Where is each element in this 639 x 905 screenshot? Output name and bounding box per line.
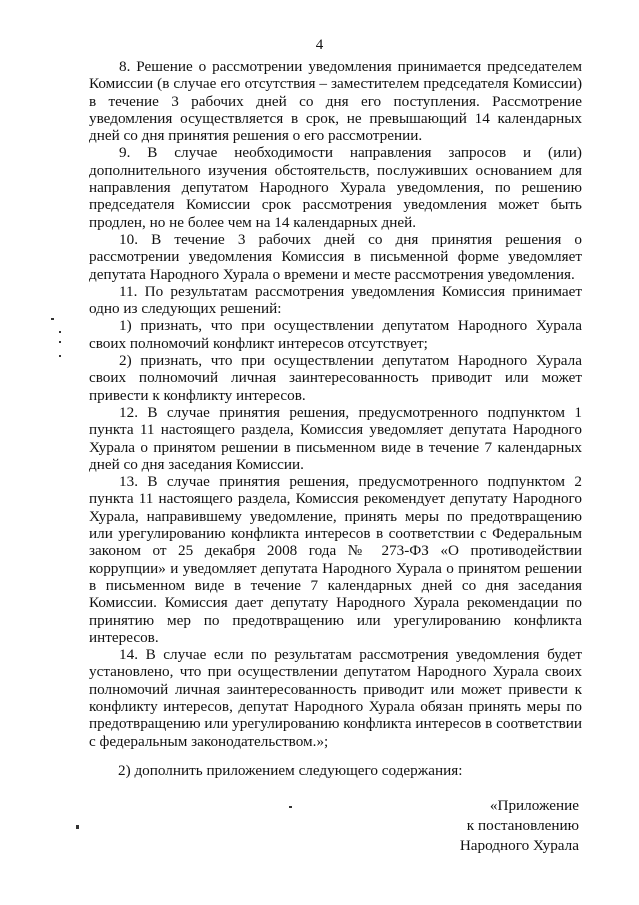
appendix-line-2: к постановлению <box>466 817 579 834</box>
paragraph-11-item-2: 2) признать, что при осуществлении депутатом Народного Хурала своих полномочий личная заинтересованность приводит или может привести к конфликту интересов. <box>89 352 582 404</box>
appendix-line-1: «Приложение <box>489 797 579 814</box>
paragraph-12: 12. В случае принятия решения, предусмотренного подпунктом 1 пункта 11 настоящего раздела, Комиссия уведомляет депутата Народного Хурала о принятом решении в письменном виде в течение 7 календарных дней со дня заседания Комиссии. <box>89 403 582 473</box>
paragraph-11-item-1: 1) признать, что при осуществлении депутатом Народного Хурала своих полномочий конфликт интересов отсутствует; <box>89 317 582 352</box>
body-text <box>89 58 582 750</box>
page-number: 4 <box>315 37 324 53</box>
paragraph-11: 11. По результатам рассмотрения уведомления Комиссия принимает одно из следующих решений: <box>89 282 582 318</box>
paragraph-10: 10. В течение 3 рабочих дней со дня принятия решения о рассмотрении уведомления Комиссия в письменной форме уведомляет депутата Народного Хурала о времени и месте рассмотрения уведомления. <box>89 230 582 283</box>
appendix-heading <box>460 796 579 856</box>
scan-mark <box>59 331 61 333</box>
scan-mark <box>59 341 61 343</box>
scan-mark <box>76 825 79 829</box>
paragraph-14: 14. В случае если по результатам рассмотрения уведомления будет установлено, что при осуществлении депутатом Народного Хурала своих полномочий личная заинтересованность приводит или может привести к конфликту интересов, депутат Народного Хурала обязан принять меры по предотвращению или урегулированию конфликта интересов в соответствии с федеральным законодательством.»; <box>89 646 582 750</box>
paragraph-13: 13. В случае принятия решения, предусмотренного подпунктом 2 пункта 11 настоящего раздела, Комиссия рекомендует депутату Народного Хурала, направившему уведомление, принять меры по предотвращению или урегулированию конфликта интересов в соответствии с Федеральным законом от 25 декабря 2008 года № 273-ФЗ «О противодействии коррупции» и уведомляет депутата Народного Хурала о принятом решении в письменном виде в течение 7 календарных дней со дня заседания Комиссии. Комиссия дает депутату Народного Хурала рекомендации по принятию мер по предотвращению или урегулированию конфликта интересов. <box>89 473 582 646</box>
scan-mark <box>289 806 292 808</box>
appendix-line-3: Народного Хурала <box>459 837 579 854</box>
amendment-line: 2) дополнить приложением следующего содержания: <box>118 762 463 779</box>
scan-mark <box>59 355 61 357</box>
paragraph-8: 8. Решение о рассмотрении уведомления принимается председателем Комиссии (в случае его отсутствия – заместителем председателя Комиссии) в течение 3 рабочих дней со дня его поступления. Рассмотрение уведомления осуществляется в срок, не превышающий 14 календарных дней со дня принятия решения о его рассмотрении. <box>89 58 582 145</box>
paragraph-9: 9. В случае необходимости направления запросов и (или) дополнительного изучения обстоятельств, послуживших основанием для направления депутатом Народного Хурала уведомления, по решению председателя Комиссии срок рассмотрения уведомления может быть продлен, но не более чем на 14 календарных дней. <box>89 144 582 231</box>
scan-mark <box>51 318 54 320</box>
